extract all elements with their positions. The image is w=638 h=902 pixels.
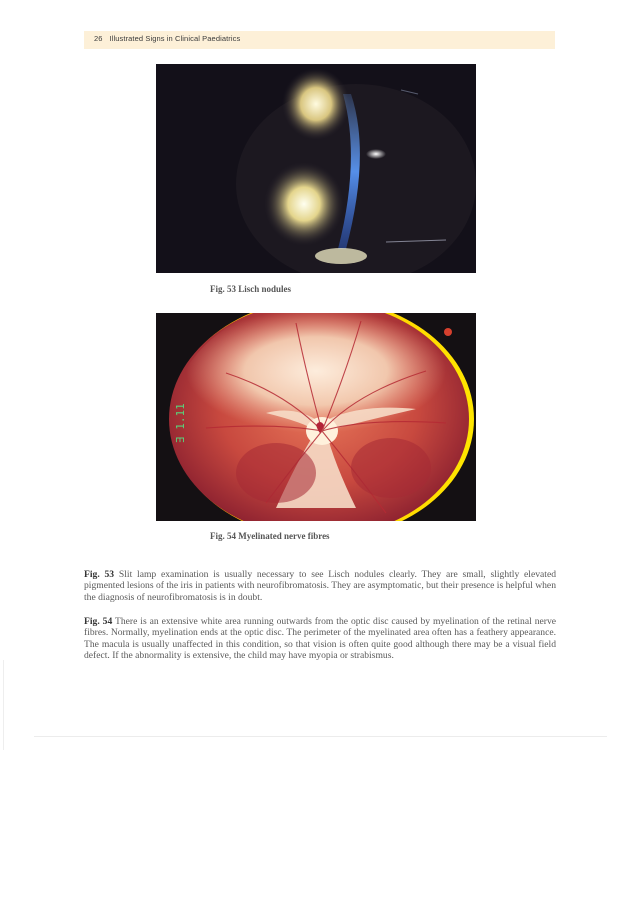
figure-title: Lisch nodules bbox=[238, 284, 292, 294]
figure-reference: Fig. 54 bbox=[84, 615, 113, 627]
description-text: Slit lamp examination is usually necessary to see Lisch nodules clearly. They are small, slightly elevated pigmented lesions of the iris in patients with neurofibromatosis. They are asymptomatic, but their presence is helpful when the diagnosis of neurofibromatosis is in doubt. bbox=[84, 568, 556, 603]
page-number: 26 bbox=[94, 34, 103, 43]
figure-description bbox=[84, 569, 556, 604]
figure-description bbox=[84, 616, 556, 662]
figure-reference: Fig. 53 bbox=[84, 568, 115, 580]
header-text bbox=[94, 34, 240, 43]
myelinated-nerve-fibres-photo bbox=[156, 313, 476, 521]
running-title: Illustrated Signs in Clinical Paediatrics bbox=[109, 34, 241, 43]
lisch-nodules-photo bbox=[156, 64, 476, 273]
photo-marking: ∃ 1.11 bbox=[174, 403, 187, 443]
figure-caption bbox=[210, 531, 330, 541]
figure-number: Fig. 54 bbox=[210, 531, 236, 541]
figure-caption bbox=[210, 284, 291, 294]
figure-title: Myelinated nerve fibres bbox=[238, 531, 330, 541]
figure-number: Fig. 53 bbox=[210, 284, 236, 294]
page-edge-mark bbox=[3, 660, 4, 750]
description-text: There is an extensive white area running outwards from the optic disc caused by myelination of the retinal nerve fibres. Normally, myelination ends at the optic disc. The perimeter of the myelinated area often has a feathery appearance. The macula is usually unaffected in this condition, so that vision is often quite good although there may be a visual field defect. If the abnormality is extensive, the child may have myopia or strabismus. bbox=[84, 615, 556, 662]
footer-rule bbox=[34, 736, 607, 737]
fundus-image bbox=[156, 313, 476, 521]
slit-lamp-image bbox=[156, 64, 476, 273]
running-header bbox=[84, 31, 555, 49]
